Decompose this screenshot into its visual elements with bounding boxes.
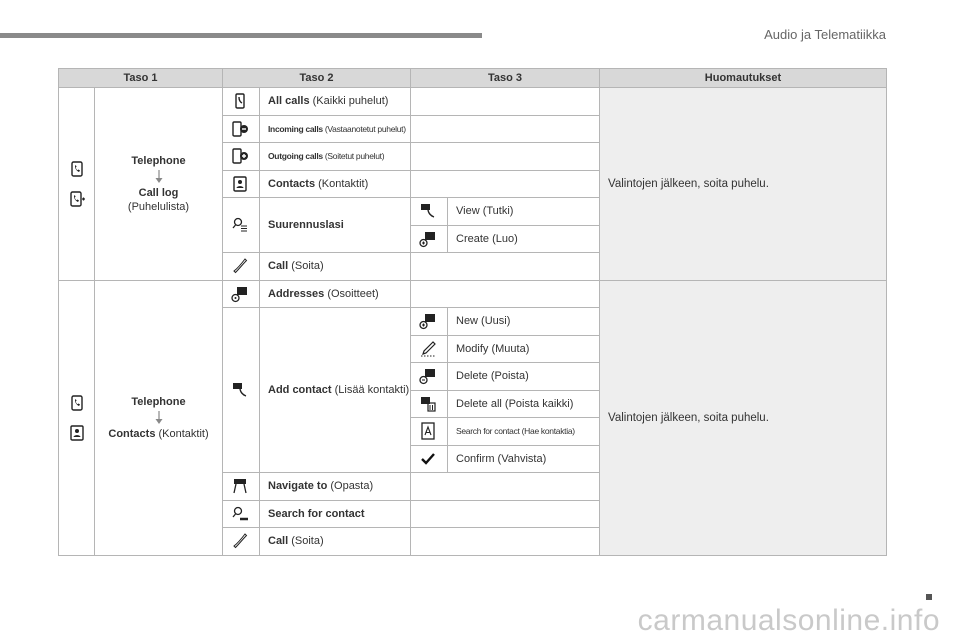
arrow-down-icon (154, 411, 164, 425)
delete-contact-icon (419, 367, 437, 385)
row-label-call-1: Call (Soita) (260, 253, 411, 281)
row-label-navigate-to: Navigate to (Opasta) (260, 473, 411, 501)
contacts-icon (68, 424, 86, 442)
magnifier-list-icon (231, 216, 249, 234)
section2-note: Valintojen jälkeen, soita puhelu. (600, 280, 887, 555)
new-contact-icon (419, 312, 437, 330)
level3-search-for-contact: Search for contact (Hae kontaktia) (448, 418, 600, 446)
section1-note: Valintojen jälkeen, soita puhelu. (600, 88, 887, 281)
section2-level1: Telephone Contacts (Kontaktit) (95, 280, 223, 555)
add-contact-icon (231, 381, 249, 399)
page-marker (926, 594, 932, 600)
phone-list-icon (231, 92, 249, 110)
column-header-huomautukset: Huomautukset (600, 69, 887, 88)
column-header-taso1: Taso 1 (59, 69, 223, 88)
level3-view: View (Tutki) (448, 198, 600, 226)
row-label-add-contact: Add contact (Lisää kontakti) (260, 308, 411, 473)
page-header-title: Audio ja Telematiikka (764, 27, 886, 42)
section2-level1-sub: Contacts (108, 427, 156, 440)
section1-level1-title: Telephone (131, 154, 186, 167)
section1-level1-sub: Call log (138, 186, 179, 199)
level3-confirm: Confirm (Vahvista) (448, 445, 600, 473)
call-log-icon (68, 190, 86, 208)
incoming-calls-icon (231, 120, 249, 138)
search-abc-icon (231, 505, 249, 523)
arrow-down-icon (154, 170, 164, 184)
section1-level1-sub2: (Puhelulista) (127, 200, 190, 213)
row-icon-all-calls (223, 88, 260, 116)
section1-level1 (95, 88, 223, 281)
section2-icons (59, 280, 95, 555)
phone-book-icon (68, 394, 86, 412)
header-rule (0, 33, 482, 38)
row-label-search-for-contact: Search for contact (260, 500, 411, 528)
checkmark-icon (419, 450, 437, 468)
create-contact-icon (419, 230, 437, 248)
row-label-incoming-calls: Incoming calls (Vastaanotetut puhelut) (260, 115, 411, 143)
navigate-flag-icon (231, 477, 249, 495)
outgoing-calls-icon (231, 147, 249, 165)
level3-new: New (Uusi) (448, 308, 600, 336)
menu-table (58, 68, 887, 556)
column-header-taso2: Taso 2 (223, 69, 411, 88)
row-empty-all-calls (411, 88, 600, 116)
row-label-contacts: Contacts (Kontaktit) (260, 170, 411, 198)
column-header-taso3: Taso 3 (411, 69, 600, 88)
search-contact-letter-icon (419, 422, 437, 440)
row-label-outgoing-calls: Outgoing calls (Soitetut puhelut) (260, 143, 411, 171)
level3-create: Create (Luo) (448, 225, 600, 253)
handset-icon (231, 532, 249, 550)
row-label-all-calls: All calls (Kaikki puhelut) (260, 88, 411, 116)
phone-book-icon (68, 160, 86, 178)
handset-icon (231, 257, 249, 275)
modify-icon (419, 340, 437, 358)
level3-delete: Delete (Poista) (448, 363, 600, 391)
section1-icons (59, 88, 95, 281)
row-label-call-2: Call (Soita) (260, 528, 411, 556)
table-header-row (59, 69, 887, 88)
contacts-icon (231, 175, 249, 193)
address-icon (231, 285, 249, 303)
section2-level1-title: Telephone (131, 395, 186, 408)
row-label-addresses: Addresses (Osoitteet) (260, 280, 411, 308)
level3-delete-all: Delete all (Poista kaikki) (448, 390, 600, 418)
delete-all-icon (419, 395, 437, 413)
view-icon (419, 202, 437, 220)
level3-modify: Modify (Muuta) (448, 335, 600, 363)
row-label-suurennuslasi: Suurennuslasi (260, 198, 411, 253)
watermark: carmanualsonline.info (637, 604, 940, 637)
